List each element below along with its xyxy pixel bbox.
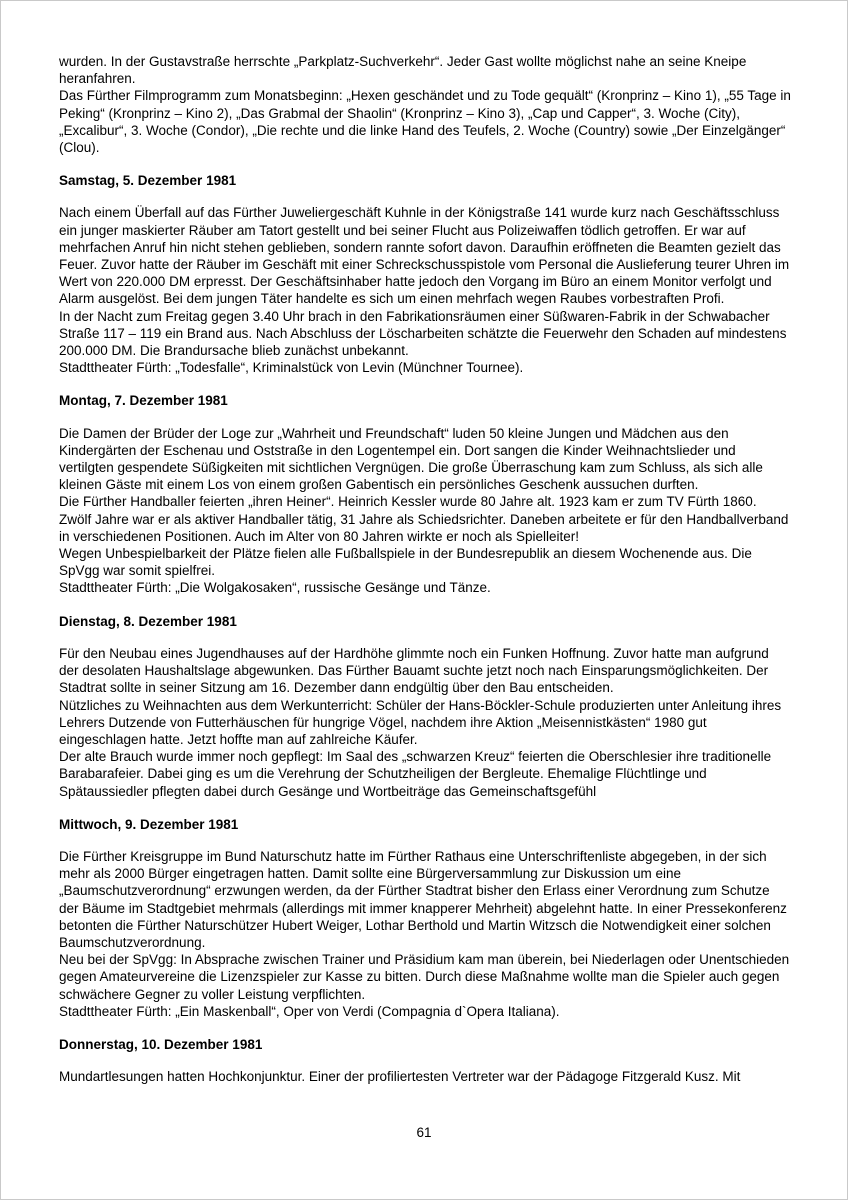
paragraph: Für den Neubau eines Jugendhauses auf der Hardhöhe glimmte noch ein Funken Hoffnung. Zuvor hatte man aufgrund der desolaten Haushaltslage abgewunken. Das Fürther Bauamt suchte jetzt noch nach Einsparungsmöglichkeiten. Der Stadtrat sollte in seiner Sitzung am 16. Dezember dann endgültig über den Bau entscheiden. (59, 645, 769, 696)
paragraph: In der Nacht zum Freitag gegen 3.40 Uhr brach in den Fabrikationsräumen einer Süßwaren-Fabrik in der Schwabacher Straße 117 – 119 ein Brand aus. Nach Abschluss der Löscharbeiten schätzte die Feuerwehr den Schaden auf mindestens 200.000 DM. Die Brandursache blieb zunächst unbekannt. (59, 308, 787, 359)
paragraph: Nützliches zu Weihnachten aus dem Werkunterricht: Schüler der Hans-Böckler-Schule produzierten unter Anleitung ihres Lehrers Dutzende von Futterhäuschen für hungrige Vögel, nachdem ihre Aktion „Meisennistkästen“ 1980 gut eingeschlagen hatte. Jetzt hoffte man auf zahlreiche Käufer. (59, 697, 782, 747)
paragraph: Stadttheater Fürth: „Ein Maskenball“, Oper von Verdi (Compagnia d`Opera Italiana). (59, 1003, 560, 1019)
paragraph: Die Fürther Handballer feierten „ihren Heiner“. Heinrich Kessler wurde 80 Jahre alt. 1923 kam er zum TV Fürth 1860. Zwölf Jahre war er als aktiver Handballer tätig, 31 Jahre als Schiedsrichter. Daneben arbeitete er für den Handballverband in verschiedenen Positionen. Auch im Alter von 80 Jahren wirkte er noch als Spielleiter! (59, 494, 789, 544)
paragraph: Nach einem Überfall auf das Fürther Juweliergeschäft Kuhnle in der Königstraße 141 wurde kurz nach Geschäftsschluss ein junger maskierter Räuber am Tatort gestellt und bei seiner Flucht aus Polizeiwaffen tödlich getroffen. Er war auf mehrfachen Anruf hin nicht stehen geblieben, sondern rannte sofort davon. Daraufhin eröffneten die Beamten gezielt das Feuer. Zuvor hatte der Räuber im Geschäft mit einer Schreckschusspistole vom Personal die Auslieferung teurer Uhren im Wert von 220.000 DM erpresst. Der Geschäftsinhaber hatte jedoch den Vorgang im Büro an einem Monitor verfolgt und Alarm ausgelöst. Bei dem jungen Täter handelte es sich um einen mehrfach wegen Raubes vorbestraften Profi. (59, 205, 790, 307)
paragraph: Die Fürther Kreisgruppe im Bund Naturschutz hatte im Fürther Rathaus eine Unterschriftenliste abgegeben, in der sich mehr als 2000 Bürger eingetragen hatten. Damit sollte eine Bürgerversammlung zur Diskussion um eine „Baumschutzverordnung“ erzwungen werden, da der Fürther Stadtrat bisher den Erlass einer Verordnung zum Schutze der Bäume im Stadtgebiet mehrmals (allerdings mit immer knapperer Mehrheit) abgelehnt hatte. In einer Pressekonferenz betonten die Fürther Naturschützer Hubert Weiger, Lothar Berthold und Martin Witzsch die Notwendigkeit einer solchen Baumschutzverordnung. (59, 848, 787, 950)
date-heading: Montag, 7. Dezember 1981 (59, 393, 228, 409)
page-number: 61 (416, 1124, 432, 1140)
date-heading: Dienstag, 8. Dezember 1981 (59, 613, 237, 629)
document-content (1, 1, 847, 1085)
date-heading: Donnerstag, 10. Dezember 1981 (59, 1036, 263, 1052)
paragraph: Mundartlesungen hatten Hochkonjunktur. Einer der profiliertesten Vertreter war der Pädagoge Fitzgerald Kusz. Mit (59, 1069, 741, 1085)
paragraph: Der alte Brauch wurde immer noch gepflegt: Im Saal des „schwarzen Kreuz“ feierten die Oberschlesier ihre traditionelle Barabarafeier. Dabei ging es um die Verehrung der Schutzheiligen der Bergleute. Ehemalige Flüchtlinge und Spätaussiedler pflegten dabei durch Gesänge und Wortbeiträge das Gemeinschaftsgefühl (59, 749, 772, 799)
paragraph: Die Damen der Brüder der Loge zur „Wahrheit und Freundschaft“ luden 50 kleine Jungen und Mädchen aus den Kindergärten der Eschenau und Oststraße in den Logentempel ein. Dort sangen die Kinder Weihnachtslieder und vertilgten gespendete Süßigkeiten mit sichtlichen Vergnügen. Die große Überraschung kam zum Schluss, als sich alle kleinen Gäste mit einem Los von einem großen Gabentisch ein persönliches Geschenk aussuchen durften. (59, 425, 763, 493)
date-heading: Samstag, 5. Dezember 1981 (59, 173, 237, 189)
paragraph: Stadttheater Fürth: „Die Wolgakosaken“, russische Gesänge und Tänze. (59, 580, 491, 596)
paragraph: Das Fürther Filmprogramm zum Monatsbeginn: „Hexen geschändet und zu Tode gequält“ (Kronprinz – Kino 1), „55 Tage in Peking“ (Kronprinz – Kino 2), „Das Grabmal der Shaolin“ (Kronprinz – Kino 3), „Cap und Capper“, 3. Woche (City), „Excalibur“, 3. Woche (Condor), „Die rechte und die linke Hand des Teufels, 2. Woche (Country) sowie „Der Einzelgänger“ (Clou). (59, 88, 791, 156)
paragraph: wurden. In der Gustavstraße herrschte „Parkplatz-Suchverkehr“. Jeder Gast wollte möglichst nahe an seine Kneipe heranfahren. (59, 54, 747, 87)
paragraph: Stadttheater Fürth: „Todesfalle“, Kriminalstück von Levin (Münchner Tournee). (59, 360, 524, 376)
paragraph: Wegen Unbespielbarkeit der Plätze fielen alle Fußballspiele in der Bundesrepublik an diesem Wochenende aus. Die SpVgg war somit spielfrei. (59, 546, 752, 579)
date-heading: Mittwoch, 9. Dezember 1981 (59, 816, 239, 832)
paragraph: Neu bei der SpVgg: In Absprache zwischen Trainer und Präsidium kam man überein, bei Niederlagen oder Unentschieden gegen Amateurvereine die Lizenzspieler zur Kasse zu bitten. Durch diese Maßnahme wollte man die Spieler auch gegen schwächere Gegner zu voller Leistung verpflichten. (59, 952, 790, 1002)
